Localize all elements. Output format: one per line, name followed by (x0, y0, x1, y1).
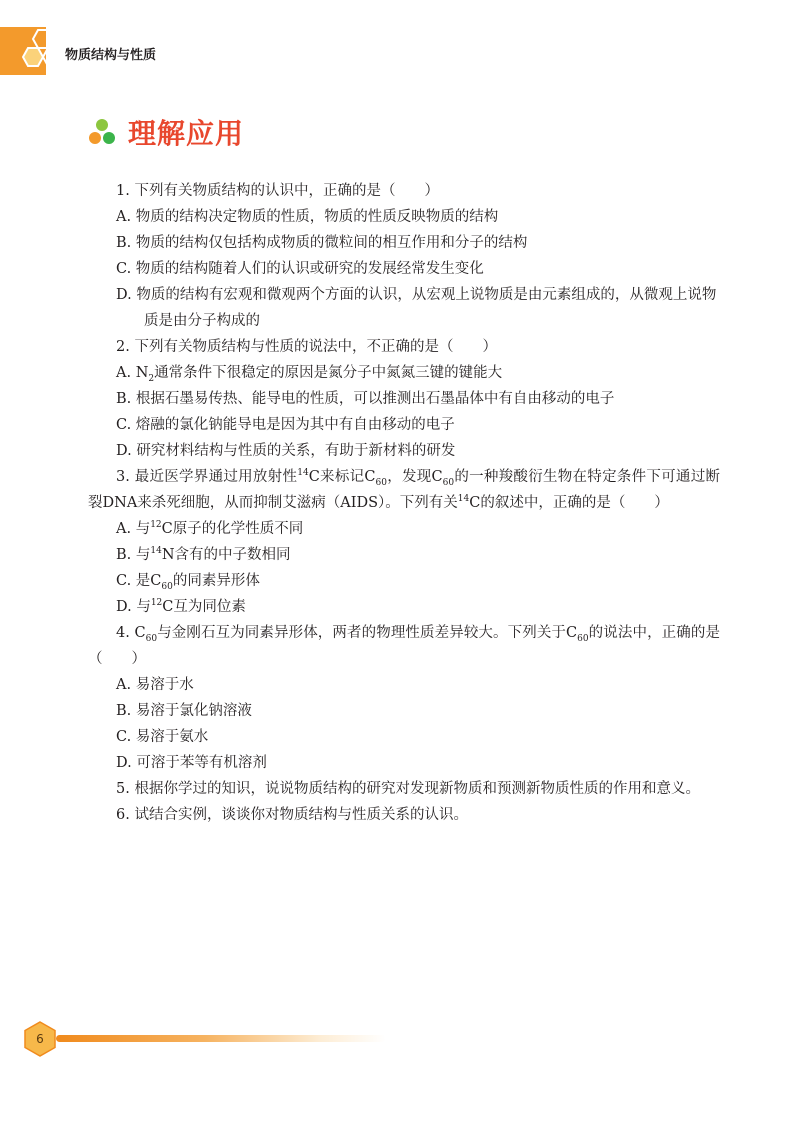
question-2-stem: 2. 下列有关物质结构与性质的说法中，不正确的是（ ） (116, 339, 497, 355)
question-4-option-d: D. 可溶于苯等有机溶剂 (116, 755, 267, 771)
question-1-option-d: D. 物质的结构有宏观和微观两个方面的认识，从宏观上说物质是由元素组成的，从微观上说物质是由分子构成的 (116, 287, 717, 329)
section-heading (88, 112, 244, 152)
page-number: 6 (36, 1032, 44, 1046)
question-4-option-b: B. 易溶于氯化钠溶液 (116, 703, 252, 719)
question-4-stem: 4. $C_{60}$与金刚石互为同素异形体，两者的物理性质差异较大。下列关于$C_{60}$的说法中，正确的是（ ） (88, 625, 720, 667)
hexagon-cluster-icon (22, 28, 66, 74)
question-3-option-d: D. 与$^{12}$C互为同位素 (116, 598, 246, 615)
question-1-option-a: A. 物质的结构决定物质的性质，物质的性质反映物质的结构 (116, 209, 499, 225)
question-1-stem: 1. 下列有关物质结构的认识中，正确的是（ ） (116, 183, 439, 199)
question-2-option-c: C. 熔融的氯化钠能导电是因为其中有自由移动的电子 (116, 417, 455, 433)
question-1-option-c: C. 物质的结构随着人们的认识或研究的发展经常发生变化 (116, 261, 484, 277)
question-1-option-b: B. 物质的结构仅包括构成物质的微粒间的相互作用和分子的结构 (116, 235, 528, 251)
section-title: 理解应用 (128, 117, 245, 150)
question-3-stem: 3. 最近医学界通过用放射性$^{14}$C来标记$C_{60}$，发现$C_{60}$的一种羧酸衍生物在特定条件下可通过断裂DNA来杀死细胞，从而抑制艾滋病（AIDS）。下列有关$^{14}$C的叙述中，正确的是（ ） (88, 468, 720, 511)
question-6: 6. 试结合实例，谈谈你对物质结构与性质关系的认识。 (116, 807, 468, 823)
question-2-option-d: D. 研究材料结构与性质的关系，有助于新材料的研发 (116, 443, 456, 459)
question-2-option-a: A. $N_2$通常条件下很稳定的原因是氮分子中氮氮三键的键能大 (116, 365, 503, 384)
question-2-option-b: B. 根据石墨易传热、能导电的性质，可以推测出石墨晶体中有自由移动的电子 (116, 391, 615, 407)
question-3-option-a: A. 与$^{12}$C原子的化学性质不同 (116, 520, 304, 537)
book-title: 物质结构与性质 (65, 48, 157, 63)
footer-rule (56, 1035, 386, 1042)
question-4-option-a: A. 易溶于水 (116, 677, 194, 693)
exercise-list (88, 178, 720, 828)
question-5: 5. 根据你学过的知识，说说物质结构的研究对发现新物质和预测新物质性质的作用和意义。 (116, 781, 700, 797)
question-4-option-c: C. 易溶于氨水 (116, 729, 209, 745)
question-3-option-c: C. 是$C_{60}$的同素异形体 (116, 573, 260, 592)
three-dots-cluster-icon (88, 118, 116, 146)
question-3-option-b: B. 与$^{14}$N含有的中子数相同 (116, 546, 291, 563)
